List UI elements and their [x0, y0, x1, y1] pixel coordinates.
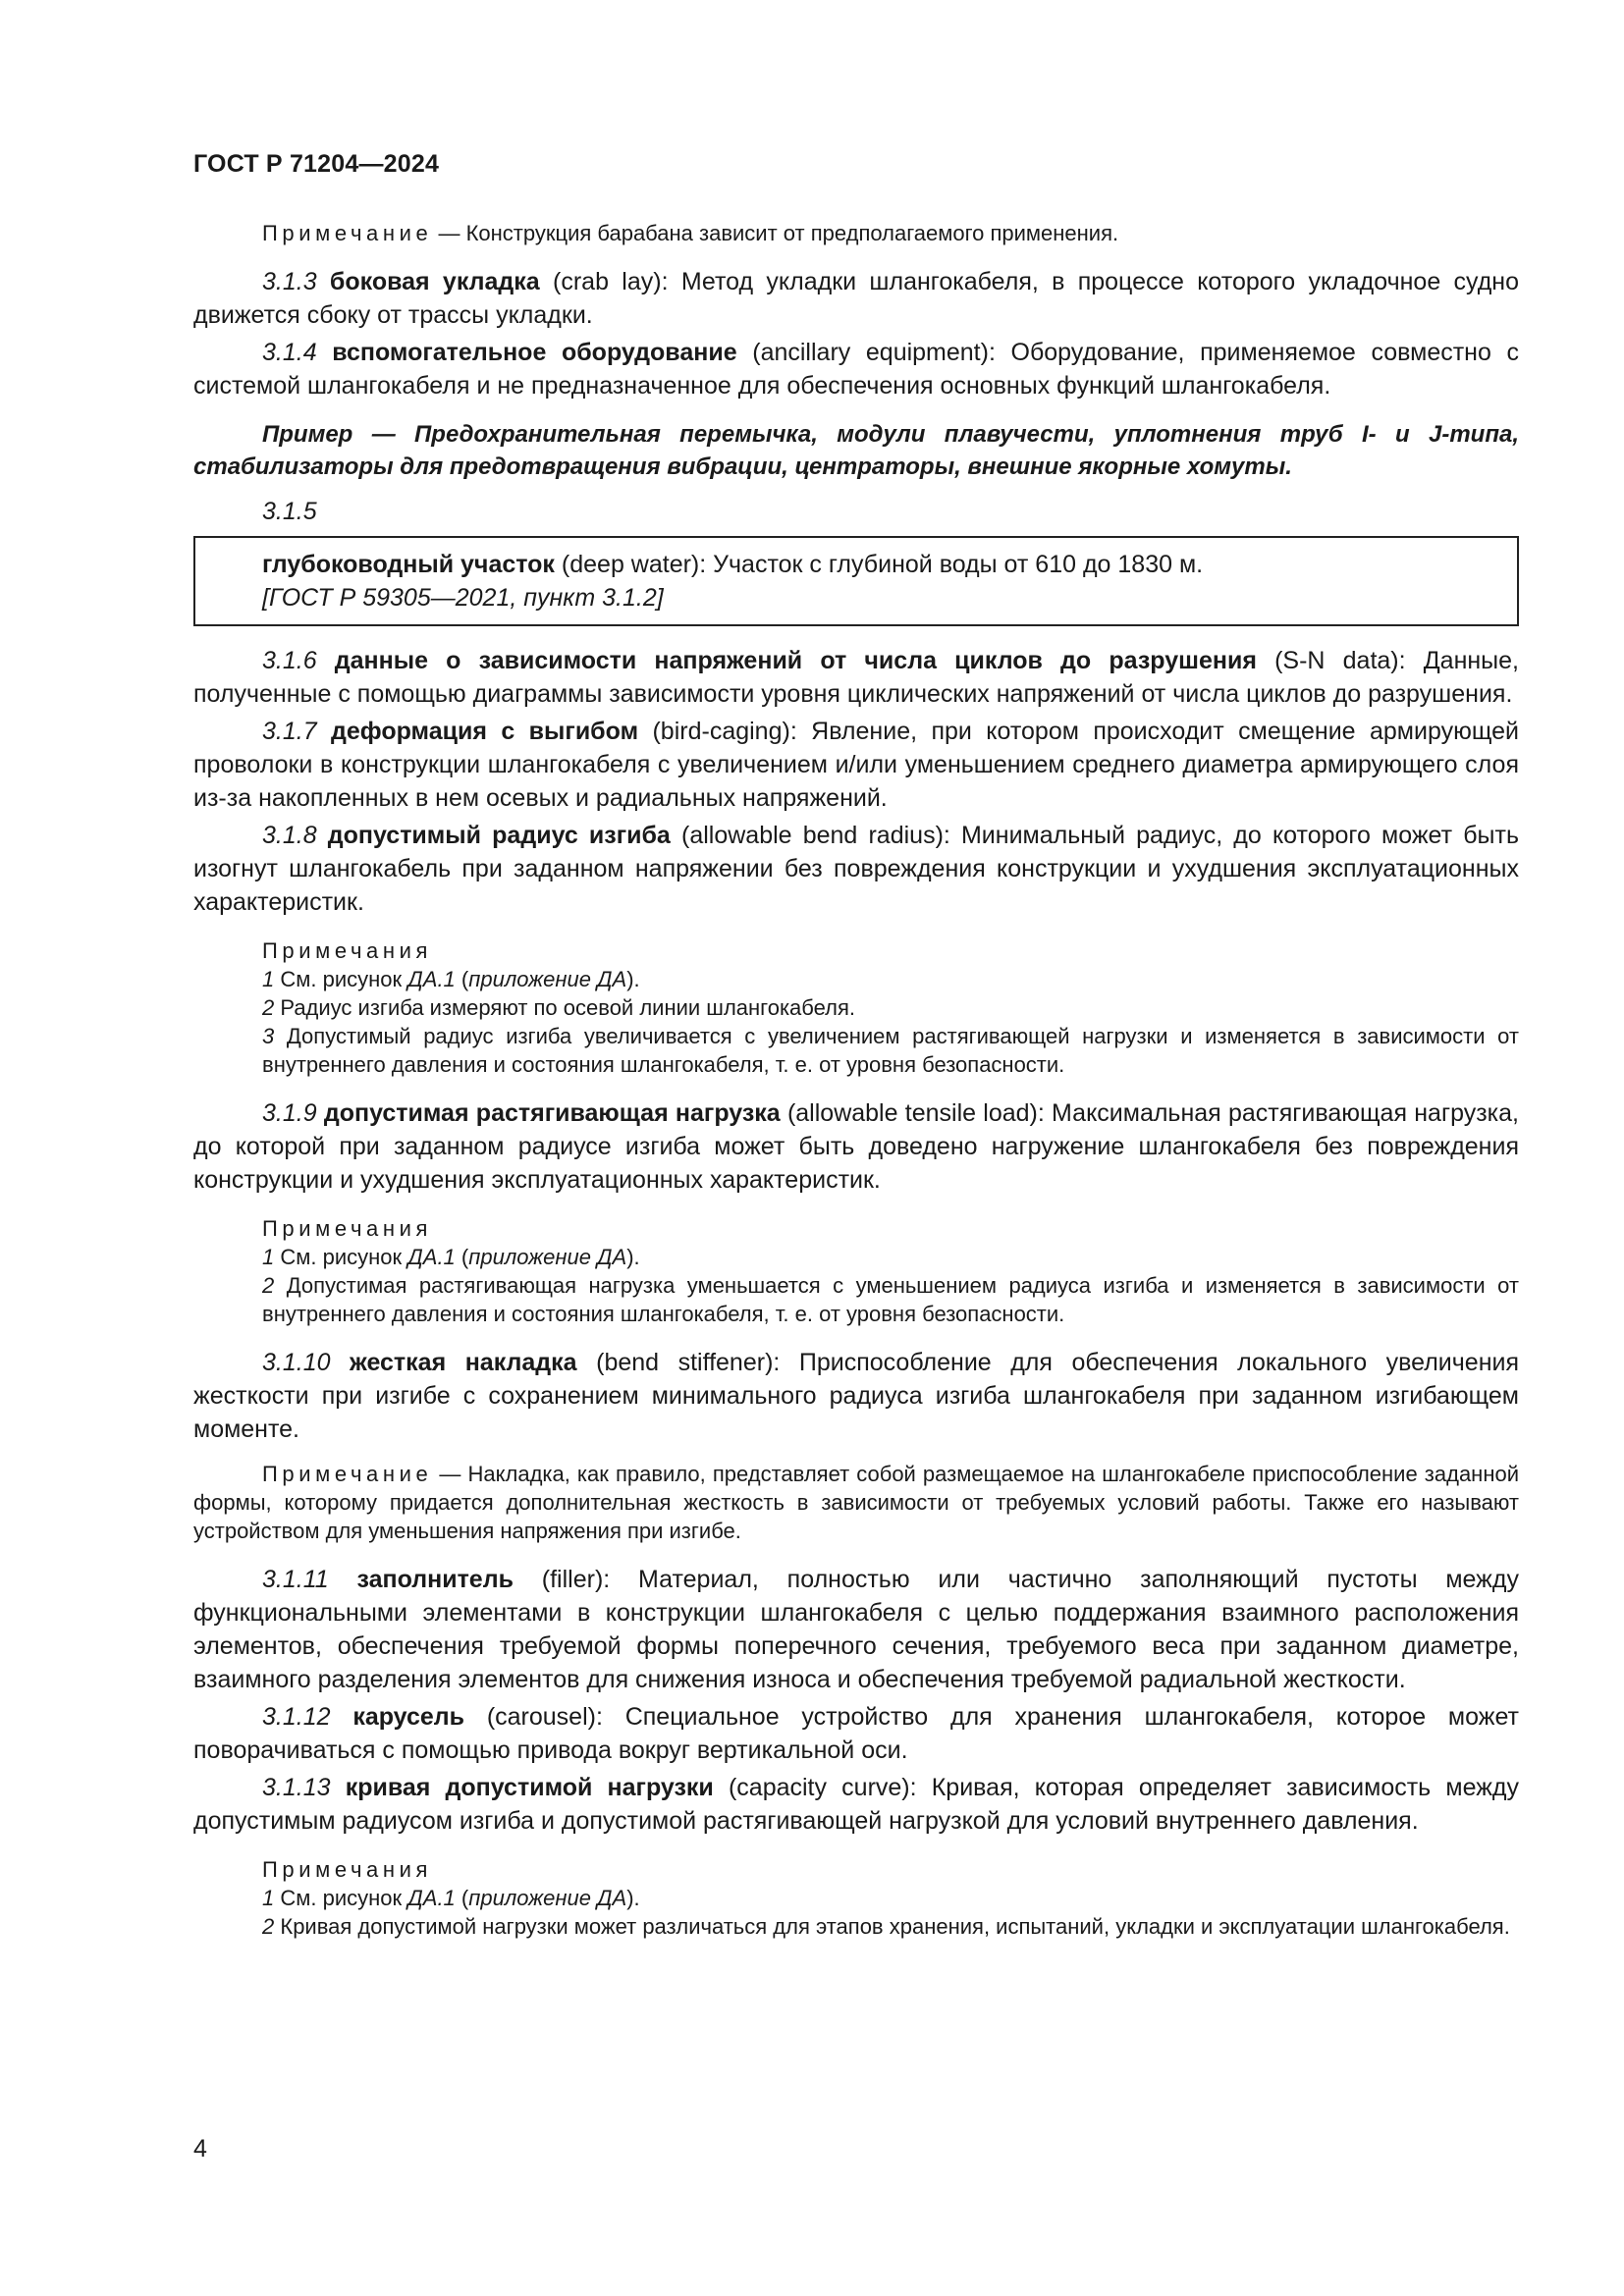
note-item: 3 Допустимый радиус изгиба увеличивается с увеличением растягивающей нагрузки и изменяется в зависимости от внутреннего давления и состояния шлангокабеля, т. е. от уровня безопасности. — [262, 1024, 1519, 1077]
term-3-1-7: 3.1.7 деформация с выгибом (bird-caging): Явление, при котором происходит смещение армирующей проволоки в конструкции шлангокабеля с увеличением и/или уменьшением среднего диаметра армирующего слоя из-за накопленных в нем осевых и радиальных напряжений. — [193, 718, 1519, 812]
notes-3-1-13 — [193, 1855, 1519, 1941]
note-item: 2 Кривая допустимой нагрузки может различаться для этапов хранения, испытаний, укладки и эксплуатации шлангокабеля. — [262, 1914, 1510, 1939]
term-3-1-5-reference: [ГОСТ Р 59305—2021, пункт 3.1.2] — [262, 584, 664, 612]
term-3-1-12: 3.1.12 карусель (carousel): Специальное устройство для хранения шлангокабеля, которое может поворачиваться с помощью привода вокруг вертикальной оси. — [193, 1703, 1519, 1764]
page-content — [193, 219, 1519, 1958]
term-3-1-13: 3.1.13 кривая допустимой нагрузки (capacity curve): Кривая, которая определяет зависимость между допустимым радиусом изгиба и допустимой растягивающей нагрузкой для условий внутреннего давления. — [193, 1774, 1520, 1835]
term-3-1-4: 3.1.4 вспомогательное оборудование (ancillary equipment): Оборудование, применяемое совместно с системой шлангокабеля и не предназначенное для обеспечения основных функций шлангокабеля. — [193, 339, 1519, 400]
term-3-1-6: 3.1.6 данные о зависимости напряжений от числа циклов до разрушения (S-N data): Данные, полученные с помощью диаграммы зависимости уровня циклических напряжений от числа циклов до разрушения. — [193, 647, 1519, 708]
standard-header: ГОСТ Р 71204—2024 — [193, 150, 440, 178]
notes-heading: Примечания — [262, 938, 433, 963]
term-3-1-3: 3.1.3 боковая укладка (crab lay): Метод укладки шлангокабеля, в процессе которого укладочное судно движется сбоку от трассы укладки. — [193, 268, 1519, 329]
term-3-1-5-number: 3.1.5 — [262, 498, 317, 525]
notes-3-1-8 — [193, 936, 1519, 1079]
term-3-1-5-definition: глубоководный участок (deep water): Участок с глубиной воды от 610 до 1830 м. — [262, 551, 1204, 578]
note-item: 1 См. рисунок ДА.1 (приложение ДА). — [262, 1245, 640, 1269]
page-number: 4 — [193, 2135, 207, 2163]
term-3-1-8: 3.1.8 допустимый радиус изгиба (allowable bend radius): Минимальный радиус, до которого может быть изогнут шлангокабель при заданном напряжении без повреждения конструкции и ухудшения эксплуатационных характеристик. — [193, 822, 1519, 916]
term-3-1-11: 3.1.11 заполнитель (filler): Материал, полностью или частично заполняющий пустоты между функциональными элементами в конструкции шлангокабеля с целью поддержания взаимного расположения элементов, обеспечения требуемой формы поперечного сечения, требуемого веса при заданном диаметре, взаимного разделения элементов для снижения износа и обеспечения требуемой радиальной жесткости. — [193, 1566, 1519, 1693]
notes-3-1-9 — [193, 1214, 1519, 1328]
notes-heading: Примечания — [262, 1216, 433, 1241]
note-item: 1 См. рисунок ДА.1 (приложение ДА). — [262, 1886, 640, 1910]
note-item: 1 См. рисунок ДА.1 (приложение ДА). — [262, 967, 640, 991]
note-item: 2 Допустимая растягивающая нагрузка уменьшается с уменьшением радиуса изгиба и изменяется в зависимости от внутреннего давления и состояния шлангокабеля, т. е. от уровня безопасности. — [262, 1273, 1519, 1326]
example-3-1-4: Пример — Предохранительная перемычка, модули плавучести, уплотнения труб I- и J-типа, стабилизаторы для предотвращения вибрации, центраторы, внешние якорные хомуты. — [193, 421, 1519, 480]
note-item: 2 Радиус изгиба измеряют по осевой линии шлангокабеля. — [262, 995, 856, 1020]
note-3-1-10: Примечание — Накладка, как правило, представляет собой размещаемое на шлангокабеле приспособление заданной формы, которому придается дополнительная жесткость в зависимости от требуемых условий работы. Также его называют устройством для уменьшения напряжения при изгибе. — [193, 1462, 1519, 1543]
term-3-1-5-box — [193, 536, 1519, 626]
notes-heading: Примечания — [262, 1857, 433, 1882]
term-3-1-9: 3.1.9 допустимая растягивающая нагрузка (allowable tensile load): Максимальная растягивающая нагрузка, до которой при заданном радиусе изгиба может быть доведено нагружение шлангокабеля без повреждения конструкции и ухудшения эксплуатационных характеристик. — [193, 1099, 1519, 1194]
note-drum: Примечание — Конструкция барабана зависит от предполагаемого применения. — [262, 221, 1119, 245]
term-3-1-10: 3.1.10 жесткая накладка (bend stiffener): Приспособление для обеспечения локального увеличения жесткости при изгибе с сохранением минимального радиуса изгиба шлангокабеля при заданном изгибающем моменте. — [193, 1349, 1519, 1443]
